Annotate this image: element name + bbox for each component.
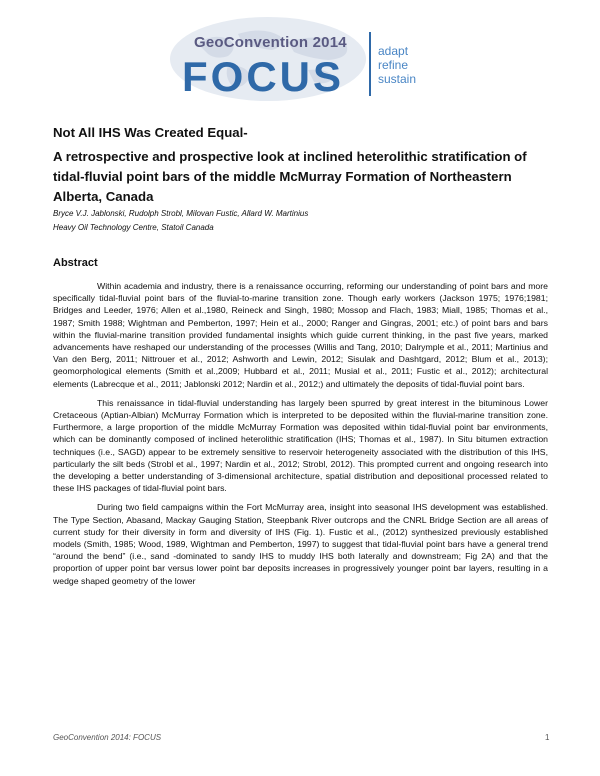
paper-title: Not All IHS Was Created Equal- (53, 125, 248, 140)
logo-divider (369, 32, 371, 96)
abstract-body (53, 280, 548, 594)
logo-event-name: GeoConvention 2014 (194, 34, 347, 51)
abstract-paragraph: Within academia and industry, there is a renaissance occurring, reforming our understanding of point bars and more specifically tidal-fluvial point bars of the fluvial-to-marine transition zone. Though early workers (Jackson 1975; 1976;1981; Bridges and Leeder, 1976; Allen et al.,1980, Reineck and Singh, 1980; Mossop and Flach, 1983; Miall, 1985; Thomas et al., 1987; Smith 1988; Wightman and Pemberton, 1997; Hein et al., 2000; Ranger and Gingras, 2001; etc.) of point bars and bars within the fluvial-marine transition provided fundamental insights which guide current thinking, in the past five years, marked advancements have reshaped our understanding of the processes (Willis and Tang, 2010; Dalrymple et al., 2011; Martinius and Van den Berg, 2011; Nittrouer et al., 2012; Ashworth and Lewin, 2012; Sisulak and Dashtgard, 2012; Blum et al., 2013); geomorphological elements (Smith et al.,2009; Hubbard et al., 2011; Musial et al., 2011; Fustic et al., 2012); architectural elements (Labrecque et al., 2011; Jablonski 2012; Nardin et al., 2012;) and ultimately the deposits of tidal-fluvial point bars. (53, 281, 548, 389)
affiliation: Heavy Oil Technology Centre, Statoil Canada (53, 223, 214, 232)
logo-tagline (378, 44, 416, 86)
footer-conference: GeoConvention 2014: FOCUS (53, 733, 162, 742)
paper-subtitle: A retrospective and prospective look at inclined heterolithic stratification of tidal-fluvial point bars of the middle McMurray Formation of Northeastern Alberta, Canada (53, 149, 527, 204)
title-block (53, 125, 553, 207)
abstract-paragraph: This renaissance in tidal-fluvial understanding has largely been spurred by great interest in the bituminous Lower Cretaceous (Aptian-Albian) McMurray Formation which is interpreted to be deposited within the fluvial-marine transition zone. Furthermore, a large proportion of the middle McMurray Formation was deposited within tidal-fluvial point bar environments, which can be dominantly composed of inclined heterolithic stratification (IHS; Thomas et al., 1987). In Situ bitumen extraction techniques (i.e., SAGD) appear to be extremely sensitive to reservoir heterogeneity associated with the distribution of this IHS, particularly the silt beds (Strobl et al., 1997; Nardin et al., 2012; Strobl, 2012). This prompted current and ongoing research into the developing a better understanding of 3-dimensional architecture, spatial distribution and depositional processed related to these IHS packages of tidal-fluvial point bars. (53, 397, 548, 494)
logo-theme: FOCUS (182, 53, 344, 100)
page-number: 1 (545, 733, 550, 742)
tagline-word: refine (378, 58, 409, 72)
author-list: Bryce V.J. Jablonski, Rudolph Strobl, Milovan Fustic, Allard W. Martinius (53, 209, 309, 218)
abstract-heading: Abstract (53, 257, 98, 269)
geoconvention-logo (168, 14, 468, 104)
abstract-paragraph: During two field campaigns within the Fort McMurray area, insight into seasonal IHS development was established. The Type Section, Abasand, Mackay Gauging Station, Steepbank River outcrops and the CNRL Bridge Section are all areas of current study for their diversity in form and diversity of IHS (Fig. 1). Fustic et al., (2012) synthesized previously established models (Smith, 1985; Wood, 1989, Wightman and Pemberton, 1997) to suggest that tidal-fluvial point bars have a general trend “around the bend” (i.e., sand -dominated to sandy IHS to muddy IHS both laterally and downstream; Fig 2A) and that the proportion of upper point bar versus lower point bar deposits increases in progressively younger point bar layers, resulting in a wedge shaped geometry of the lower (53, 502, 548, 586)
tagline-word: sustain (378, 72, 417, 86)
tagline-word: adapt (378, 44, 409, 58)
